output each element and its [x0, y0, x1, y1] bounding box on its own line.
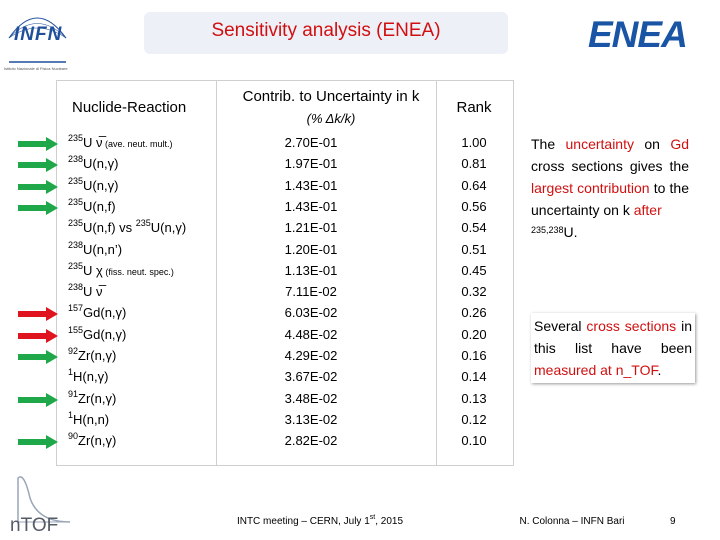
rank-cell: 0.64	[461, 177, 487, 193]
note-ntof-measured	[531, 313, 695, 383]
rank-cell: 0.32	[461, 284, 487, 300]
reaction-label: U(n,γ)	[83, 156, 119, 172]
note-text: on	[633, 136, 671, 152]
reaction-label: U(n,f) vs	[83, 220, 136, 236]
isotope-mass: 1	[68, 409, 74, 420]
page-number: 9	[670, 516, 676, 527]
contrib-cell: 6.03E-02	[284, 305, 338, 321]
note-highlight: cross sections	[586, 318, 677, 334]
rank-cell: 0.14	[461, 369, 487, 385]
nuclide-reaction-cell	[68, 348, 116, 363]
footer-author: N. Colonna – INFN Bari	[519, 516, 625, 527]
rank-cell: 0.51	[461, 241, 487, 257]
nuclide-reaction-cell	[68, 239, 123, 257]
reaction-label: H(n,n)	[73, 411, 110, 427]
slide-title: Sensitivity analysis (ENEA)	[211, 20, 441, 41]
ntof-logo-text: nTOF	[10, 515, 59, 534]
reaction-label: Gd(n,γ)	[83, 326, 127, 342]
nuclide-reaction-cell	[68, 284, 103, 299]
green-arrow-icon	[18, 202, 56, 212]
reaction-label: U ν̅	[83, 284, 103, 300]
footer-meeting-sup: st	[369, 514, 376, 521]
nuclide-reaction-cell	[68, 220, 186, 235]
reaction-label: U(n,γ)	[83, 177, 119, 193]
green-arrow-icon	[18, 181, 56, 191]
isotope-mass: 92	[68, 346, 79, 356]
nuclide-reaction-cell	[68, 135, 173, 150]
isotope-mass: 238	[68, 154, 84, 165]
contrib-cell: 1.21E-01	[284, 220, 338, 236]
isotope-mass: 235	[68, 260, 84, 271]
rank-cell: 0.13	[461, 390, 487, 406]
contrib-cell: 7.11E-02	[285, 284, 337, 300]
note-highlight: Gd	[670, 136, 689, 152]
nuclide-reaction-cell	[68, 369, 108, 384]
rank-cell: 0.16	[461, 348, 487, 363]
reaction-label: Zr(n,γ)	[78, 433, 117, 449]
col-header-rank: Rank	[456, 99, 492, 116]
note-highlight: after	[633, 202, 662, 218]
note-text: cross sections gives the	[531, 158, 689, 174]
note-text: to the uncertainty on k	[531, 180, 690, 218]
nuclide-reaction-cell	[68, 175, 119, 193]
rank-cell: 0.56	[461, 198, 487, 214]
note-text: .	[657, 362, 662, 378]
contrib-cell: 3.67E-02	[284, 369, 338, 385]
col-header-nuclide: Nuclide-Reaction	[72, 99, 187, 116]
rank-cell: 0.20	[461, 326, 487, 342]
rank-cell: 0.12	[461, 411, 487, 427]
reaction-label: U(n,f)	[83, 198, 116, 214]
table-divider	[436, 80, 437, 466]
contrib-cell: 2.82E-02	[284, 433, 338, 449]
contrib-cell: 1.13E-01	[284, 262, 338, 278]
isotope-mass: 155	[68, 324, 84, 335]
reaction-label: U χ	[83, 262, 103, 278]
reaction-label: U ν̅	[83, 135, 103, 150]
green-arrow-icon	[18, 138, 56, 148]
nuclide-reaction-cell	[68, 260, 174, 278]
note-text: in this list have been	[534, 318, 692, 356]
footer-meeting-year: , 2015	[375, 516, 404, 527]
contrib-cell: 3.48E-02	[284, 390, 338, 406]
nuclide-reaction-cell	[68, 305, 126, 320]
green-arrow-icon	[18, 159, 56, 169]
note-highlight: measured at n_TOF	[534, 362, 658, 378]
nuclide-reaction-cell	[68, 409, 110, 427]
rank-cell: 0.54	[461, 220, 487, 236]
rank-cell: 0.26	[461, 305, 487, 321]
green-arrow-icon	[18, 351, 56, 361]
reaction-note: (ave. neut. mult.)	[102, 139, 173, 149]
isotope-mass: 157	[68, 303, 84, 314]
rank-cell: 0.10	[461, 433, 487, 449]
isotope-mass: 238	[68, 239, 84, 250]
ntof-logo	[4, 468, 74, 534]
reaction-label: U(n,n’)	[83, 241, 123, 257]
footer-meeting	[210, 516, 430, 527]
isotope-mass: 235	[135, 218, 151, 229]
nuclide-reaction-cell	[68, 196, 116, 214]
contrib-cell: 4.48E-02	[284, 326, 338, 342]
note-highlight: uncertainty	[565, 136, 634, 152]
isotope-mass: 235	[68, 196, 84, 207]
reaction-label: U(n,γ)	[150, 220, 187, 236]
isotope-mass: 1	[68, 367, 74, 378]
note-gd-uncertainty	[531, 133, 689, 243]
isotope-mass: 235	[68, 133, 84, 143]
note-text: Several	[534, 318, 587, 334]
rank-cell: 0.81	[461, 156, 487, 172]
isotope-mass: 238	[68, 282, 84, 293]
isotope-mass: 90	[68, 431, 79, 442]
nuclide-reaction-cell	[68, 388, 117, 406]
infn-subtitle: Istituto Nazionale di Fisica Nucleare	[4, 66, 68, 71]
contrib-cell: 1.43E-01	[284, 177, 338, 193]
red-arrow-icon	[18, 330, 56, 340]
enea-logo: ENEA	[588, 14, 687, 55]
note-text: U.	[563, 224, 578, 240]
contrib-cell: 2.70E-01	[284, 135, 338, 150]
isotope-mass: 235	[68, 175, 84, 186]
nuclide-reaction-cell	[68, 156, 118, 171]
reaction-note: (fiss. neut. spec.)	[102, 266, 174, 277]
rank-cell: 1.00	[461, 135, 487, 150]
footer-meeting-text: INTC meeting – CERN, July 1	[236, 516, 370, 527]
green-arrow-icon	[18, 394, 56, 404]
contrib-cell: 1.20E-01	[284, 241, 338, 257]
col-header-contrib: Contrib. to Uncertainty in k	[242, 88, 420, 105]
note-superscript: 235,238	[531, 225, 564, 235]
infn-logo-text: INFN	[14, 24, 63, 45]
reaction-label: Gd(n,γ)	[83, 305, 127, 321]
rank-cell: 0.45	[461, 262, 487, 278]
reaction-label: H(n,γ)	[73, 369, 109, 385]
contrib-cell: 4.29E-02	[284, 348, 338, 363]
red-arrow-icon	[18, 308, 56, 318]
nuclide-reaction-cell	[68, 324, 127, 342]
nuclide-reaction-cell	[68, 433, 116, 448]
contrib-cell: 1.43E-01	[284, 198, 338, 214]
note-text: The	[531, 136, 566, 152]
contrib-cell: 1.97E-01	[284, 156, 338, 172]
reaction-label: Zr(n,γ)	[78, 390, 117, 406]
note-highlight: largest contribution	[531, 180, 650, 196]
isotope-mass: 91	[68, 388, 79, 399]
reaction-label: Zr(n,γ)	[78, 348, 117, 363]
contrib-cell: 3.13E-02	[284, 411, 338, 427]
col-header-contrib-unit: (% Δk/k)	[306, 111, 356, 126]
table-divider	[216, 80, 217, 466]
green-arrow-icon	[18, 436, 56, 446]
isotope-mass: 235	[68, 218, 84, 229]
